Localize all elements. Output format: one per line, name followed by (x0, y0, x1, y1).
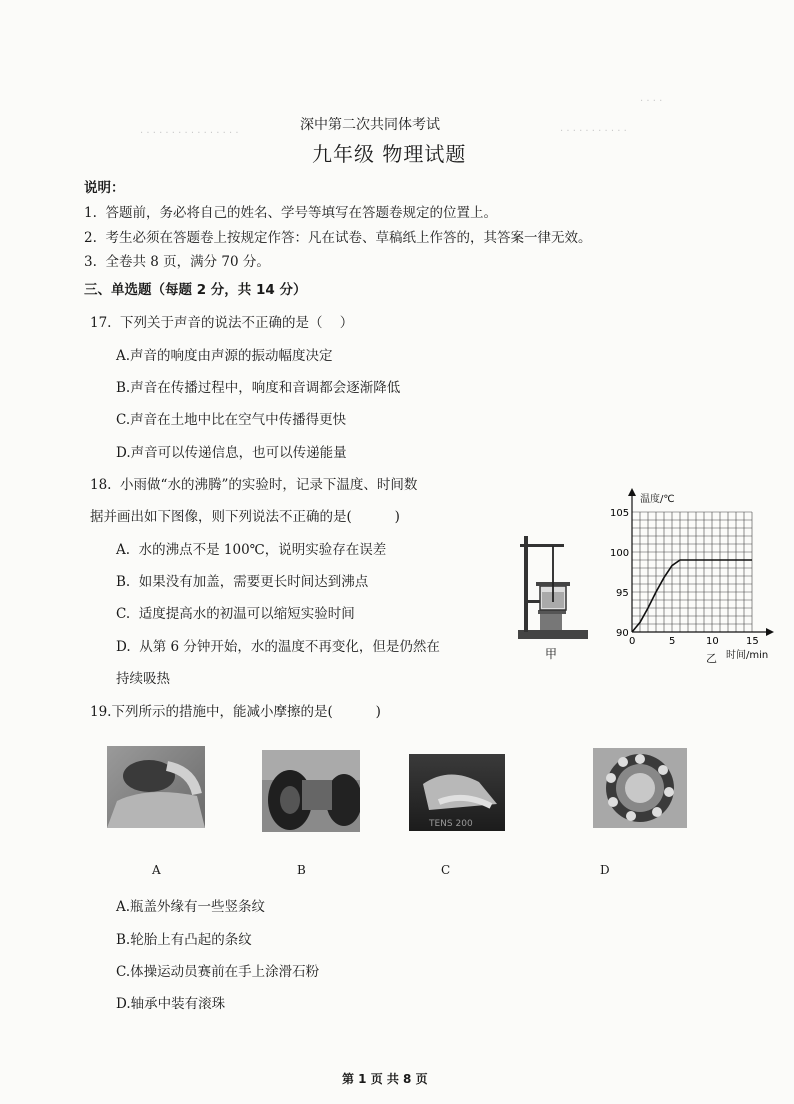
image-label-a: A (152, 863, 161, 877)
chart-grid (632, 512, 752, 632)
photo-bottle-cap (107, 746, 205, 828)
question-19-option-a: A.瓶盖外缘有一些竖条纹 (116, 899, 266, 915)
y-tick-label: 100 (610, 548, 630, 559)
instructions-label: 说明： (84, 180, 125, 196)
image-label-c: C (441, 863, 451, 877)
question-18-option-d-continued: 持续吸热 (116, 671, 170, 687)
image-label-d: D (600, 863, 610, 877)
bleed-through-text: · · · · · · · · · · · (560, 126, 627, 137)
question-17-option-c: C.声音在土地中比在空气中传播得更快 (116, 412, 347, 428)
question-18-stem-line2: 据并画出如下图像，则下列说法不正确的是( ) (90, 509, 400, 525)
stand-rod (524, 536, 528, 632)
question-17-stem: 17. 下列关于声音的说法不正确的是（ ） (90, 315, 354, 331)
instruction-item: 2. 考生必须在答题卷上按规定作答：凡在试卷、草稿纸上作答的，其答案一律无效。 (84, 230, 592, 246)
y-axis-arrow (628, 488, 636, 496)
photo-tire (262, 750, 360, 832)
temperature-time-chart (596, 486, 776, 666)
x-axis-label: 时间/min (726, 650, 769, 661)
question-18-option-c: C. 适度提高水的初温可以缩短实验时间 (116, 606, 355, 622)
graph-label: 乙 (706, 652, 717, 665)
question-19-option-b: B.轮胎上有凸起的条纹 (116, 932, 252, 948)
section-heading: 三、单选题（每题 2 分，共 14 分） (84, 282, 307, 298)
stand-base (518, 630, 588, 639)
page-number: 第 1 页 共 8 页 (342, 1072, 428, 1086)
x-tick-label: 0 (629, 636, 636, 647)
question-19-option-c: C.体操运动员赛前在手上涂滑石粉 (116, 964, 320, 980)
bleed-through-text: · · · · · · · · · · · · · · · · (140, 128, 239, 139)
x-tick-label: 10 (706, 636, 719, 647)
image-label-b: B (297, 863, 306, 877)
y-tick-label: 95 (616, 588, 629, 599)
y-axis-label: 温度/℃ (640, 494, 675, 505)
y-tick-label: 105 (610, 508, 630, 519)
question-18-option-b: B. 如果没有加盖，需要更长时间达到沸点 (116, 574, 369, 590)
question-18-stem-line1: 18. 小雨做“水的沸腾”的实验时，记录下温度、时间数 (90, 477, 418, 493)
svg-text:TENS 200: TENS 200 (429, 819, 473, 829)
photo-chalk-hands (409, 754, 505, 831)
exam-subtitle: 深中第二次共同体考试 (300, 117, 440, 133)
boiling-apparatus-figure (512, 530, 592, 642)
bleed-through-text: · · · · (640, 96, 663, 107)
instruction-item: 3. 全卷共 8 页，满分 70 分。 (84, 254, 270, 270)
exam-title: 九年级 物理试题 (312, 142, 467, 166)
x-tick-label: 15 (746, 636, 759, 647)
burner (540, 614, 562, 630)
x-axis-arrow (766, 628, 774, 636)
y-tick-label: 90 (616, 628, 629, 639)
question-19-option-d: D.轴承中装有滚珠 (116, 996, 226, 1012)
question-17-option-b: B.声音在传播过程中，响度和音调都会逐渐降低 (116, 380, 401, 396)
apparatus-label: 甲 (545, 647, 558, 661)
x-tick-label: 5 (669, 636, 676, 647)
instruction-item: 1. 答题前，务必将自己的姓名、学号等填写在答题卷规定的位置上。 (84, 205, 497, 221)
question-18-option-a: A. 水的沸点不是 100℃，说明实验存在误差 (116, 542, 387, 558)
photo-ball-bearing (593, 748, 687, 828)
temperature-curve (632, 560, 752, 632)
question-17-option-a: A.声音的响度由声源的振动幅度决定 (116, 348, 333, 364)
question-19-stem: 19.下列所示的措施中，能减小摩擦的是( ) (90, 704, 381, 720)
question-18-option-d: D. 从第 6 分钟开始，水的温度不再变化，但是仍然在 (116, 639, 440, 655)
question-17-option-d: D.声音可以传递信息，也可以传递能量 (116, 445, 347, 461)
